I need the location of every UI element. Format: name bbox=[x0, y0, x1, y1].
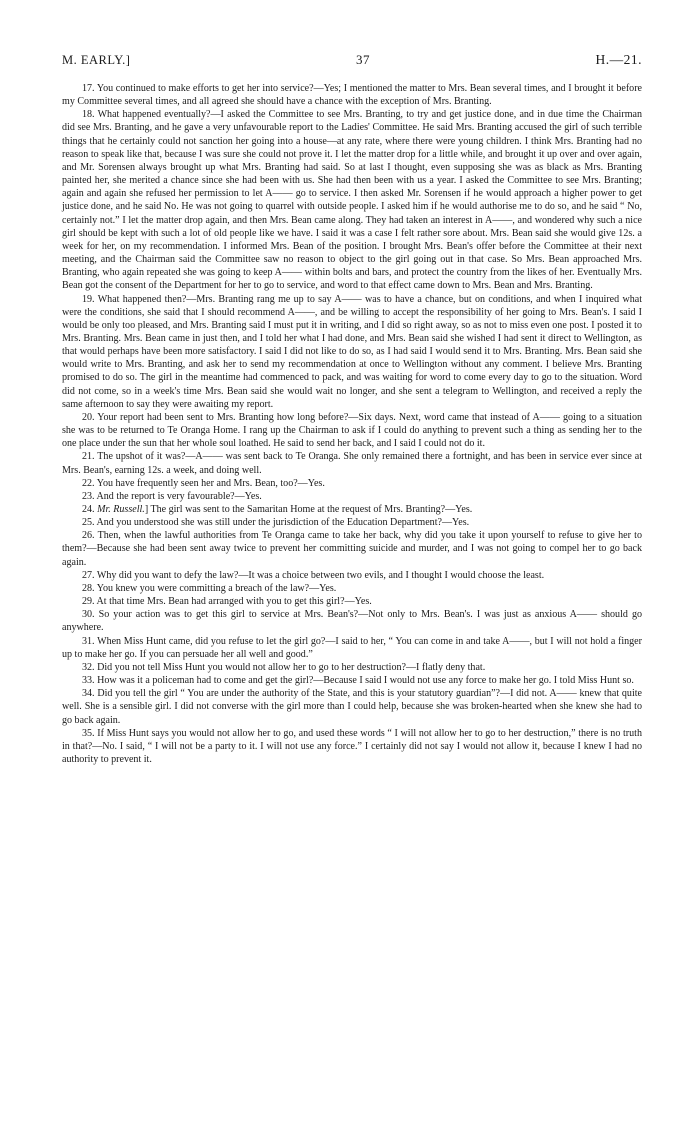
paragraph-32: 32. Did you not tell Miss Hunt you would not allow her to go to her destruction?—I flatly deny that. bbox=[82, 661, 486, 673]
paragraph-26: 26. Then, when the lawful authorities from Te Oranga came to take her back, why did you take it upon yourself to refuse to give her to them?—Because she had been sent away twice to prevent her committing suicide and murder, and I was not going to compel her to go back again. bbox=[62, 530, 642, 568]
witness-name: M. EARLY.] bbox=[62, 53, 131, 67]
paragraph-19: 19. What happened then?—Mrs. Branting rang me up to say A—— was to have a chance, but on conditions, and when I inquired what were the conditions, she said that I should recommend A——, and be willing to accept the responsibility of her going to Mrs. Bean's. I said I would be only too pleased, and Mrs. Branting said I must put it in writing, and I did so right away, so as not to miss even one post. I posted it to Mrs. Branting. Mrs. Bean came in just then, and I told her what I had done, and Mrs. Bean said she wished I had sent it direct to Wellington, as that would perhaps have been more satisfactory. I said I did not like to do so, as I had said I would send it to Mrs. Branting. Mrs. Bean said she would write to Mrs. Branting, and ask her to send my recommendation at once to Wellington without any comment. I believe Mrs. Branting promised to do so. The girl in the meantime had commenced to pack, and was waiting for word to come every day to go to the situation. Word did not come, so in a week's time Mrs. Bean said she would wait no longer, and she sent a telegram to Wellington, and received a reply the same afternoon to say they were awaiting my report. bbox=[62, 293, 642, 410]
paragraph-18: 18. What happened eventually?—I asked the Committee to see Mrs. Branting, to try and get justice done, and in due time the Chairman did see Mrs. Branting, and he gave a very unfavourable report to the Ladies' Committee. He said Mrs. Branting accused the girl of such terrible things that he certainly could not sanction her going into a house—at any rate, where there were young children. I think Mrs. Branting had no reason to speak like that, because I was sure she could not prove it. I let the matter drop for a little while, and brought it up over and over again, and Mr. Sorensen always brought up what Mrs. Branting had said. So at last I thought, even supposing she was as black as Mrs. Branting painted her, she merited a chance since she had been with us. She had then been with us a year. I asked the Committee to see Mrs. Branting; again and again she refused her permission to let A—— go to service. I then asked Mr. Sorensen if he would approach a higher power to get justice done, and he said No. He was not going to quarrel with outside people. I asked him if he would authorise me to do so, and he said “ No, certainly not.” I let the matter drop again, and then Mrs. Bean came along. They had taken an interest in A——, and wondered why such a nice girl should be kept with such a lot of old people like we have. I said it was a case I felt rather sore about. Mrs. Bean said she would give 12s. a week for her, on my recommendation. I informed Mrs. Bean of the position. I brought Mrs. Bean's offer before the Committee at their next meeting, and the Chairman said the Committee saw no reason to object to the girl going out in that case. So Mrs. Bean approached Mrs. Branting, who again repeated she was going to keep A—— within bolts and bars, and protect the country from the likes of her. Eventually Mrs. Bean got the consent of the Department for her to go to service, and word to that effect came down to Mrs. Bean and Mrs. Branting. bbox=[62, 109, 642, 292]
paragraph-29: 29. At that time Mrs. Bean had arranged with you to get this girl?—Yes. bbox=[82, 596, 372, 608]
page-number: 37 bbox=[355, 52, 370, 67]
paragraph-33: 33. How was it a policeman had to come and get the girl?—Because I said I would not use any force to make her go. I told Miss Hunt so. bbox=[82, 675, 634, 687]
paragraph-23: 23. And the report is very favourable?—Yes. bbox=[82, 490, 262, 502]
document-reference: H.—21. bbox=[595, 52, 642, 67]
paragraph-20: 20. Your report had been sent to Mrs. Branting how long before?—Six days. Next, word came that instead of A—— going to a situation she was to be returned to Te Oranga Home. I rang up the Chairman to ask if I could do anything to prevent such a thing as sending her to the one place under the sun that her whole soul loathed. He said to send her back, and I said I could not do it. bbox=[62, 411, 642, 450]
document-body bbox=[62, 82, 642, 766]
paragraph-34: 34. Did you tell the girl “ You are under the authority of the State, and this is your statutory guardian”?—I did not. A—— knew that quite well. She is a sensible girl. I did not converse with the girl more than I could help, because she was broken-hearted when she knew she had to go back again. bbox=[62, 688, 642, 726]
paragraph-25: 25. And you understood she was still under the jurisdiction of the Education Department?—Yes. bbox=[82, 517, 470, 529]
page-header bbox=[62, 52, 642, 68]
paragraph-27: 27. Why did you want to defy the law?—It was a choice between two evils, and I thought I would choose the least. bbox=[82, 569, 545, 581]
paragraph-30: 30. So your action was to get this girl to service at Mrs. Bean's?—Not only to Mrs. Bean's. I was just as anxious A—— should go anywhere. bbox=[62, 609, 642, 634]
examiner-name: Mr. Russell. bbox=[97, 504, 145, 515]
paragraph-31: 31. When Miss Hunt came, did you refuse to let the girl go?—I said to her, “ You can come in and take A——, but I will not hold a finger up to make her go. If you can persuade her all well and good.” bbox=[62, 635, 642, 660]
paragraph-35: 35. If Miss Hunt says you would not allow her to go, and used these words “ I will not allow her to go to her destruction,” there is no truth in that?—No. I said, “ I will not be a party to it. I will not use any force.” I certainly did not say I would not allow it, because I knew I had no authority to prevent it. bbox=[62, 727, 642, 765]
paragraph-24: 24. Mr. Russell.] The girl was sent to the Samaritan Home at the request of Mrs. Branting?—Yes. bbox=[82, 504, 473, 515]
paragraph-17: 17. You continued to make efforts to get her into service?—Yes; I mentioned the matter to Mrs. Bean several times, and I brought it before my Committee several times, and all agreed she should have a chance with the exception of Mrs. Branting. bbox=[62, 83, 642, 108]
paragraph-28: 28. You knew you were committing a breach of the law?—Yes. bbox=[82, 582, 337, 594]
paragraph-21: 21. The upshot of it was?—A—— was sent back to Te Oranga. She only remained there a fortnight, and has been in service ever since at Mrs. Bean's, earning 12s. a week, and doing well. bbox=[62, 451, 642, 476]
paragraph-22: 22. You have frequently seen her and Mrs. Bean, too?—Yes. bbox=[82, 477, 325, 489]
